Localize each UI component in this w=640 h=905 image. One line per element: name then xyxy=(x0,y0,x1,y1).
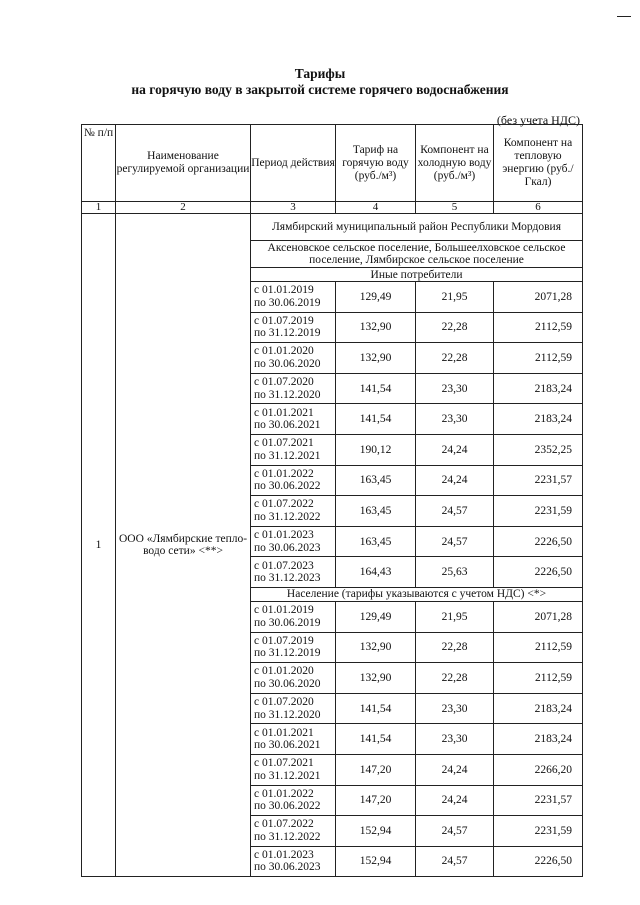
cold-water-cell: 22,28 xyxy=(416,343,494,374)
tariff-cell: 163,45 xyxy=(336,465,416,496)
heat-energy-cell: 2352,25 xyxy=(494,434,583,465)
tariff-cell: 152,94 xyxy=(336,816,416,847)
period-from: с 01.01.2023 xyxy=(254,529,314,542)
period-cell xyxy=(251,404,336,435)
period-to: по 31.12.2020 xyxy=(254,388,321,401)
period-to: по 30.06.2023 xyxy=(254,861,321,874)
period-cell xyxy=(251,663,336,694)
cold-water-cell: 24,57 xyxy=(416,816,494,847)
header-row xyxy=(82,125,583,202)
cold-water-cell: 24,57 xyxy=(416,846,494,877)
heat-energy-cell: 2231,57 xyxy=(494,465,583,496)
tariff-cell: 141,54 xyxy=(336,373,416,404)
tariff-cell: 132,90 xyxy=(336,312,416,343)
period-from: с 01.07.2020 xyxy=(254,376,314,389)
period-to: по 31.12.2022 xyxy=(254,510,321,523)
heat-energy-cell: 2226,50 xyxy=(494,846,583,877)
period-cell xyxy=(251,373,336,404)
tariff-cell: 164,43 xyxy=(336,557,416,588)
heat-energy-cell: 2231,59 xyxy=(494,496,583,527)
period-from: с 01.07.2022 xyxy=(254,818,314,831)
heat-energy-cell: 2112,59 xyxy=(494,663,583,694)
cold-water-cell: 24,57 xyxy=(416,496,494,527)
period-to: по 31.12.2020 xyxy=(254,708,321,721)
column-numbers-row xyxy=(82,202,583,214)
cold-water-cell: 23,30 xyxy=(416,373,494,404)
vat-note: (без учета НДС) xyxy=(496,113,580,127)
tariff-cell: 129,49 xyxy=(336,601,416,632)
column-number: 2 xyxy=(116,202,251,214)
tariff-cell: 141,54 xyxy=(336,693,416,724)
column-number: 6 xyxy=(494,202,583,214)
cold-water-cell: 25,63 xyxy=(416,557,494,588)
period-cell xyxy=(251,465,336,496)
cold-water-cell: 24,24 xyxy=(416,434,494,465)
cold-water-cell: 24,57 xyxy=(416,526,494,557)
period-cell xyxy=(251,724,336,755)
period-cell xyxy=(251,434,336,465)
period-from: с 01.01.2021 xyxy=(254,406,314,419)
column-number: 1 xyxy=(82,202,116,214)
heat-energy-cell: 2112,59 xyxy=(494,632,583,663)
period-from: с 01.07.2021 xyxy=(254,757,314,770)
tariff-cell: 129,49 xyxy=(336,282,416,313)
tariff-cell: 147,20 xyxy=(336,754,416,785)
tariff-cell: 132,90 xyxy=(336,343,416,374)
period-to: по 31.12.2021 xyxy=(254,449,321,462)
tariff-cell: 147,20 xyxy=(336,785,416,816)
period-from: с 01.01.2019 xyxy=(254,284,314,297)
heat-energy-cell: 2071,28 xyxy=(494,282,583,313)
period-from: с 01.07.2020 xyxy=(254,696,314,709)
period-cell xyxy=(251,312,336,343)
cold-water-cell: 24,24 xyxy=(416,754,494,785)
header-cold-water: Компонент на холодную воду (руб./м³) xyxy=(416,125,494,202)
period-from: с 01.01.2023 xyxy=(254,848,314,861)
period-to: по 31.12.2019 xyxy=(254,647,321,660)
heat-energy-cell: 2183,24 xyxy=(494,404,583,435)
period-to: по 30.06.2021 xyxy=(254,419,321,432)
period-cell xyxy=(251,557,336,588)
period-from: с 01.01.2022 xyxy=(254,467,314,480)
heat-energy-cell: 2183,24 xyxy=(494,724,583,755)
period-cell xyxy=(251,632,336,663)
period-to: по 30.06.2021 xyxy=(254,739,321,752)
cold-water-cell: 24,24 xyxy=(416,785,494,816)
heat-energy-cell: 2071,28 xyxy=(494,601,583,632)
organization-name: ООО «Лямбирские тепло-водо сети» <**> xyxy=(116,214,251,877)
period-to: по 31.12.2019 xyxy=(254,327,321,340)
period-to: по 30.06.2023 xyxy=(254,541,321,554)
period-cell xyxy=(251,816,336,847)
cold-water-cell: 23,30 xyxy=(416,724,494,755)
period-cell xyxy=(251,526,336,557)
period-from: с 01.07.2019 xyxy=(254,634,314,647)
document-subtitle: на горячую воду в закрытой системе горячего водоснабжения xyxy=(131,82,509,97)
consumer-group-label: Иные потребители xyxy=(251,268,583,282)
district-name: Лямбирский муниципальный район Республики Мордовия xyxy=(251,214,583,241)
period-cell xyxy=(251,282,336,313)
tariff-cell: 152,94 xyxy=(336,846,416,877)
heat-energy-cell: 2231,57 xyxy=(494,785,583,816)
column-number: 3 xyxy=(251,202,336,214)
header-period: Период действия xyxy=(251,125,336,202)
cold-water-cell: 23,30 xyxy=(416,693,494,724)
period-to: по 30.06.2022 xyxy=(254,800,321,813)
period-from: с 01.01.2019 xyxy=(254,604,314,617)
period-from: с 01.07.2019 xyxy=(254,314,314,327)
cold-water-cell: 24,24 xyxy=(416,465,494,496)
period-to: по 30.06.2020 xyxy=(254,677,321,690)
heat-energy-cell: 2183,24 xyxy=(494,373,583,404)
period-from: с 01.01.2020 xyxy=(254,345,314,358)
heat-energy-cell: 2183,24 xyxy=(494,693,583,724)
heat-energy-cell: 2112,59 xyxy=(494,343,583,374)
tariff-cell: 163,45 xyxy=(336,496,416,527)
cold-water-cell: 21,95 xyxy=(416,601,494,632)
settlements-name: Аксеновское сельское поселение, Большеелховское сельское поселение, Лямбирское сельское поселение xyxy=(251,241,583,268)
document-title: Тарифы xyxy=(294,66,346,81)
cold-water-cell: 21,95 xyxy=(416,282,494,313)
consumer-group-label: Население (тарифы указываются с учетом НДС) <*> xyxy=(251,587,583,601)
tariff-cell: 190,12 xyxy=(336,434,416,465)
period-cell xyxy=(251,754,336,785)
header-number: № п/п xyxy=(82,125,116,202)
heat-energy-cell: 2226,50 xyxy=(494,557,583,588)
cold-water-cell: 22,28 xyxy=(416,632,494,663)
cold-water-cell: 22,28 xyxy=(416,663,494,694)
period-to: по 30.06.2020 xyxy=(254,357,321,370)
period-cell xyxy=(251,846,336,877)
period-cell xyxy=(251,785,336,816)
period-cell xyxy=(251,343,336,374)
heat-energy-cell: 2112,59 xyxy=(494,312,583,343)
tariff-cell: 163,45 xyxy=(336,526,416,557)
header-organization: Наименование регулируемой организации xyxy=(116,125,251,202)
column-number: 4 xyxy=(336,202,416,214)
period-from: с 01.07.2021 xyxy=(254,437,314,450)
tariff-table xyxy=(81,124,583,877)
heat-energy-cell: 2226,50 xyxy=(494,526,583,557)
period-from: с 01.01.2020 xyxy=(254,665,314,678)
period-to: по 31.12.2023 xyxy=(254,572,321,585)
row-number: 1 xyxy=(82,214,116,877)
heat-energy-cell: 2266,20 xyxy=(494,754,583,785)
corner-mark xyxy=(617,16,631,17)
header-tariff: Тариф на горячую воду (руб./м³) xyxy=(336,125,416,202)
period-to: по 30.06.2019 xyxy=(254,616,321,629)
heat-energy-cell: 2231,59 xyxy=(494,816,583,847)
tariff-cell: 141,54 xyxy=(336,724,416,755)
period-from: с 01.07.2022 xyxy=(254,498,314,511)
period-cell xyxy=(251,693,336,724)
period-cell xyxy=(251,601,336,632)
cold-water-cell: 23,30 xyxy=(416,404,494,435)
period-cell xyxy=(251,496,336,527)
tariff-cell: 141,54 xyxy=(336,404,416,435)
period-from: с 01.01.2022 xyxy=(254,787,314,800)
period-to: по 30.06.2022 xyxy=(254,480,321,493)
header-heat-energy: Компонент на тепловую энергию (руб./Гкал) xyxy=(494,125,583,202)
period-to: по 30.06.2019 xyxy=(254,296,321,309)
tariff-cell: 132,90 xyxy=(336,663,416,694)
period-to: по 31.12.2022 xyxy=(254,830,321,843)
period-from: с 01.01.2021 xyxy=(254,726,314,739)
tariff-cell: 132,90 xyxy=(336,632,416,663)
cold-water-cell: 22,28 xyxy=(416,312,494,343)
column-number: 5 xyxy=(416,202,494,214)
period-from: с 01.07.2023 xyxy=(254,559,314,572)
period-to: по 31.12.2021 xyxy=(254,769,321,782)
district-row xyxy=(82,214,583,241)
